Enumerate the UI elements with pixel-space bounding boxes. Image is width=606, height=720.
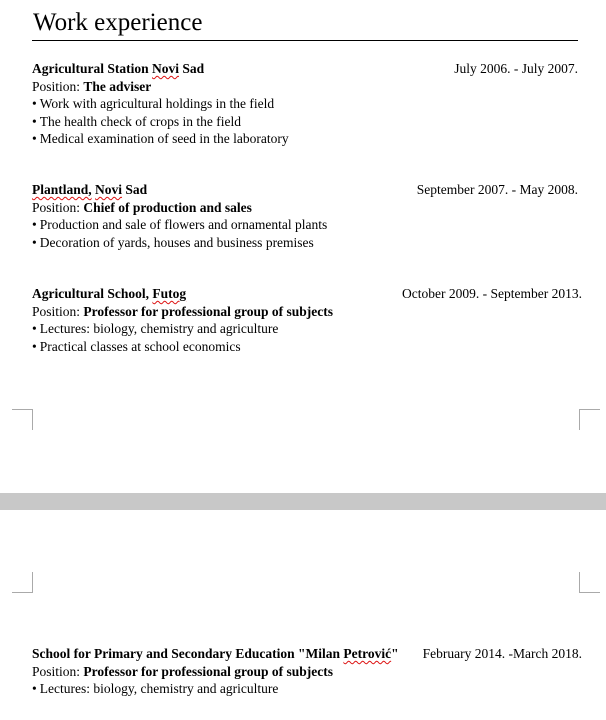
position-title: Chief of production and sales xyxy=(83,199,252,215)
job-dates: February 2014. -March 2018. xyxy=(422,646,582,661)
job-dates: September 2007. - May 2008. xyxy=(416,182,578,197)
bullet-icon: • xyxy=(32,681,37,696)
employer-name: Agricultural Station Novi Sad xyxy=(32,61,205,76)
section-heading: Work experience xyxy=(33,9,203,36)
bullet-item: • Work with agricultural holdings in the field xyxy=(32,96,275,111)
job-dates: October 2009. - September 2013. xyxy=(402,286,582,301)
job-entry xyxy=(32,285,582,355)
employer-name: Agricultural School, Futog xyxy=(32,286,187,301)
bullet-item: • Decoration of yards, houses and business premises xyxy=(32,234,314,250)
heading-rule xyxy=(32,40,578,41)
bullet-icon: • xyxy=(32,321,37,336)
bullet-icon: • xyxy=(32,234,37,250)
job-entry xyxy=(32,645,582,698)
bullet-icon: • xyxy=(32,338,37,354)
bullet-icon: • xyxy=(32,96,37,111)
employer-name: Plantland, Novi Sad xyxy=(32,182,148,197)
bullet-item: • The health check of crops in the field xyxy=(32,113,242,129)
position-label: Position: xyxy=(32,663,84,679)
employer-name: School for Primary and Secondary Education "Milan Petrović" xyxy=(32,646,399,661)
page-break-gap xyxy=(0,493,606,510)
crop-mark-bottom-right xyxy=(579,572,600,593)
page-2 xyxy=(0,510,606,720)
crop-mark-bottom-left xyxy=(12,572,33,593)
job-entry xyxy=(32,60,582,148)
bullet-item: • Lectures: biology, chemistry and agriculture xyxy=(32,681,279,696)
position-title: Professor for professional group of subjects xyxy=(83,663,334,679)
bullet-icon: • xyxy=(32,131,37,146)
position-title: The adviser xyxy=(83,78,152,94)
position-label: Position: xyxy=(32,303,84,319)
position-label: Position: xyxy=(32,78,84,94)
crop-mark-top-right xyxy=(579,409,600,430)
position-label: Position: xyxy=(32,199,84,215)
bullet-item: • Production and sale of flowers and ornamental plants xyxy=(32,217,328,232)
position-title: Professor for professional group of subjects xyxy=(83,303,334,319)
crop-mark-top-left xyxy=(12,409,33,430)
bullet-item: • Practical classes at school economics xyxy=(32,338,241,354)
bullet-item: • Lectures: biology, chemistry and agriculture xyxy=(32,321,279,336)
bullet-item: • Medical examination of seed in the laboratory xyxy=(32,131,289,146)
job-entry xyxy=(32,181,582,251)
job-dates: July 2006. - July 2007. xyxy=(454,61,578,76)
bullet-icon: • xyxy=(32,113,37,129)
bullet-icon: • xyxy=(32,217,37,232)
